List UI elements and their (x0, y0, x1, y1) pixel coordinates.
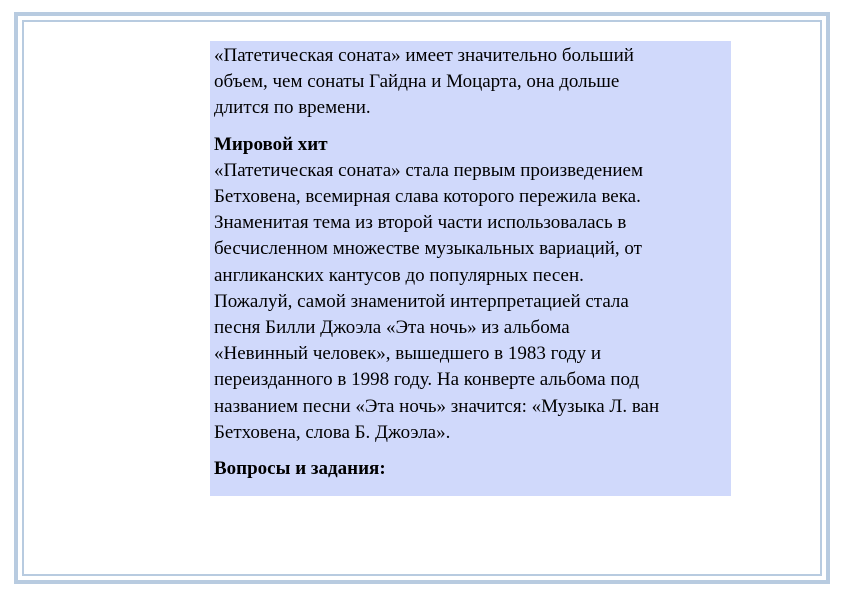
intro-line: длится по времени. (214, 97, 371, 119)
intro-line: «Патетическая соната» имеет значительно больший (214, 45, 634, 66)
body-line: бесчисленном множестве музыкальных вариаций, от (214, 238, 642, 260)
intro-paragraph (214, 43, 727, 122)
body-line: Бетховена, слова Б. Джоэла». (214, 421, 451, 443)
body-line: англиканских кантусов до популярных песен. (214, 264, 584, 286)
body-line: «Патетическая соната» стала первым произведением (214, 159, 644, 181)
body-line: «Невинный человек», вышедшего в 1983 году и (214, 343, 601, 365)
body-line: Пожалуй, самой знаменитой интерпретацией стала (214, 290, 629, 312)
body-line: Бетховена, всемирная слава которого пережила века. (214, 186, 641, 208)
body-line: Знаменитая тема из второй части использовалась в (214, 212, 627, 234)
questions-heading: Вопросы и задания: (214, 458, 386, 480)
text-box (210, 41, 731, 496)
section-heading: Мировой хит (214, 133, 328, 155)
body-paragraph (214, 158, 727, 446)
body-line: песня Билли Джоэла «Эта ночь» из альбома (214, 317, 570, 339)
body-line: названием песни «Эта ночь» значится: «Музыка Л. ван (214, 395, 660, 417)
body-line: переизданного в 1998 году. На конверте альбома под (214, 369, 640, 391)
intro-line: объем, чем сонаты Гайдна и Моцарта, она дольше (214, 71, 620, 93)
